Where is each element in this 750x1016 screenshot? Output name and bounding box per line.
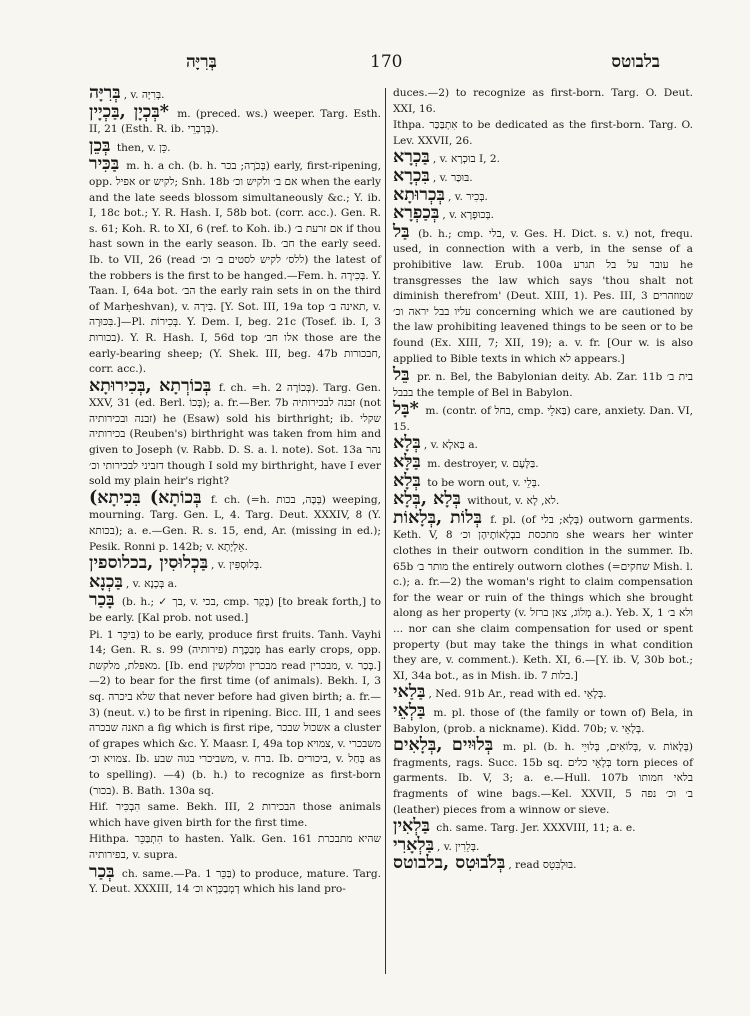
entry-definition: , v. בְּכְנָא a. — [125, 577, 178, 590]
column-divider — [385, 88, 386, 974]
entry-definition: , v. בְּלֵרִין. — [437, 840, 480, 853]
entry-definition: , v. בְּכוּפְרָא. — [442, 209, 495, 222]
dictionary-entry — [89, 571, 381, 593]
entry-headword: בְּכוֹרְתָא ,בְּכִירוּתָא — [89, 375, 212, 396]
entry-definition: , v. בְּלוּסְפִּין. — [211, 559, 263, 572]
entry-headword: בַּכְרָא — [393, 147, 430, 168]
dictionary-entry — [89, 553, 381, 574]
dictionary-entry — [89, 375, 382, 490]
dictionary-entry — [89, 154, 382, 377]
entry-headword: בְּכַפְרָא — [393, 203, 440, 224]
dictionary-entry — [393, 203, 693, 224]
entry-definition: , v. בְּכִיר. — [447, 190, 488, 203]
entry-headword: בְּכֵן — [89, 135, 111, 156]
entry-headword: בַּכְנָא — [89, 571, 123, 592]
entry-headword: בְּלוּיִים ,בְּלָאִים — [393, 735, 494, 756]
entry-definition: , read בּוּלְבִּטֵס. — [508, 859, 577, 872]
left-column — [89, 83, 382, 899]
entry-definition: duces.—2) to recognize as first-born. Targ. O. Deut. XXI, 16. — [393, 87, 693, 115]
entry-definition: without, v. לא, לָא. — [463, 495, 560, 508]
entry-definition: pr. n. Bel, the Babylonian deity. Ab. Zar. 11b בית ב׳ בבבל the temple of Bel in Babylon. — [393, 371, 694, 399]
entry-headword: בְּלָא — [393, 470, 421, 491]
entry-definition: f. ch. (=h. בְּכָּה, בכות) weeping, mourning. Targ. Gen. L, 4. Targ. Deut. XXXIV, 8 (Y. בכותא); a. e.—Gen. R. s. 15, end, Ar. (missing in ed.); Pesik. Ronni p. 142b; v. אֵלְיָתָא. — [89, 493, 381, 553]
entry-headword: בַּלְאִין — [393, 816, 430, 837]
entry-definition: m. (preced. ws.) weeper. Targ. Esth. II, 21 (Esth. R. ib. בְּרָבְרֵי). — [89, 107, 381, 136]
entry-headword: בַּלְאָרִי — [393, 834, 435, 855]
entry-definition: Hithpa. הִתְבַּכֵּר to hasten. Yalk. Gen. 161 שהיא מתבכרת בפירותיה, v. supra. — [89, 833, 381, 861]
entry-definition: f. ch. =h. בְּכוֹרָה 2). Targ. Gen. XXV, 31 (ed. Berl. בְּכוֹ); a. fr.—Ber. 7b זבנה לבכירותיה (not זבנה ובכירותיה) he (Esaw) sold his birthright; ib. שקלי בכירותיה (Reuben's) birthright was taken from him and given to Joseph (v. Rabb. D. S. a. l. note). Sot. 13a נהר דזביני לבכירותי וכ׳ though I sold my birthright, have I ever sold my plain heir's right? — [89, 381, 382, 488]
entry-definition: then, v. כֵּן. — [113, 141, 171, 154]
entry-definition: m. pl. those of (the family or town of) Bela, in Babylon, (prob. a nickname). Kidd. 70b; v. בְּלָאֵי. — [393, 706, 693, 735]
dictionary-entry — [89, 590, 381, 626]
dictionary-entry — [393, 86, 693, 117]
dictionary-entry — [393, 507, 694, 685]
entry-headword: בְּלָא — [393, 433, 421, 454]
entry-headword: בְּלֹבוּטִס ,בלבוטס — [393, 853, 506, 874]
dictionary-entry — [393, 147, 693, 168]
dictionary-entry — [393, 365, 694, 401]
entry-definition: Hif. הִבְכִּיר same. Bekh. III, 2 הבכירות those animals which have given birth for the first time. — [89, 801, 381, 829]
dictionary-entry — [393, 816, 693, 837]
dictionary-entry — [89, 800, 381, 831]
entry-definition: , v. בּוּכַּר. — [432, 171, 473, 184]
entry-headword: בְּרִיָּה — [89, 83, 121, 103]
entry-headword: בְּכוֹתָא) בִּכִיתָא) — [89, 487, 202, 508]
entry-definition: , v. בְּרִיָּה. — [123, 89, 165, 101]
entry-definition: m. (contr. of בחל, cmp. בַּאלֵי) care, anxiety. Dan. VI, 15. — [393, 405, 693, 433]
entry-headword: בְּכַר — [89, 861, 115, 882]
entry-definition: , Ned. 91b Ar., read with ed. בְּלָאֵי. — [428, 688, 607, 701]
dictionary-entry — [393, 452, 693, 473]
dictionary-entry — [89, 628, 381, 800]
entry-definition: m. h. a ch. (b. h. בְּכֹרָה; בכר) early, first-ripening, opp. אפיל or לקיש; Snh. 18b אם ב׳ ולקיש וכ׳ when the early and the late seeds blossom simultaneously &c.; Y. ib. I, 18c bot.; Y. R. Hash. I, 58b bot. (corr. acc.). Gen. R. s. 61; Koh. R. to XI, 6 (ref. to Koh. ib.) אם זרעת ב׳ if thou hast sown in the early season. Ib. חב׳ the early seed. Ib. to VII, 26 (read ללס׳ לקיש לסטים ב׳ וכ׳) the latest of the robbers is the first to be hanged.—Fem. h. בְּכִירָה. Y. Taan. I, 64a bot. הב׳ the early rain sets in on the third of Marḥeshvan), v. בִּירָה. [Y. Sot. III, 19a top תאינה ב׳, v. בִּכּוּרָה.]—Pl. בְּכִירוֹת. Y. Dem. I, beg. 21c (Tosef. ib. I, 3 בכורות). Y. R. Hash. I, 56d top אלו חב׳ those are the early-bearing sheep; (Y. Shek. III, beg. 47b חבכורות, corr. acc.). — [89, 160, 382, 376]
entry-headword: בַּכִּיר — [89, 154, 120, 175]
entry-definition: ch. same.—Pa. בַּכֵּר 1) to produce, mature. Targ. Y. Deut. XXXIII, 14 דְמְבַכְּרָא וכ׳ which his land pro- — [89, 867, 381, 896]
entry-headword: בַּלָּא — [393, 452, 421, 473]
dictionary-entry — [393, 399, 693, 435]
entry-definition: (b. h.; ✓ בך, v. בכי, cmp. בָּקַר) [to break forth,] to be early. [Kal prob. not used.] — [89, 596, 381, 624]
entry-headword: בְּלוֹת ,בְּלָאוֹת — [393, 507, 482, 528]
entry-definition: f. pl. (of בְּלָא; בלי) outworn garments. Keth. V, 8 מתכסת בבְלָאוֹתֶיהָן וכ׳ she wears her winter clothes in their outworn condition in the summer. Ib. 65b מותר ב׳ the entirely outworn clothes (=שחקים Mish. l. c.); a. fr.—2) the woman's right to claim compensation for the wear or ruin of the things which she brought along as her property (v. מְלוֹג, צאן ברזל a.). Yeb. X, 1 ולא ב׳ ... nor can she claim compensation for used or spent property (but may take the things in what condition they are, v. comment.). Keth. XI, 6.—[Y. ib. V, 30b bot.; XI, 34a bot., as in Mish. ib. 7 בלות.] — [393, 513, 694, 682]
dictionary-entry — [393, 165, 693, 187]
entry-headword: *בְּכְיָן ,בַּכְיָין — [89, 101, 169, 122]
entry-definition: (b. h.; cmp. בלי, v. Ges. H. Dict. s. v.) not, frequ. used, in connection with a verb, in the sense of a prohibitive law. Erub. 100a עובר על בל תגרע he transgresses the law which says 'thou shalt not diminish therefrom' (Deut. XIII, 1). Pes. III, 3 שמוזהרים עליו בבל יראה וכ׳ concerning which we are cautioned by the law prohibiting leavened things to be seen or to be found (Ex. XIII, 7; XII, 19); a. v. fr. [Our w. is also applied to Bible texts in which לא appears.] — [393, 227, 693, 365]
page-number: 170 — [370, 52, 403, 72]
entry-headword: בַּכְלוּסִין ,בכלוספין — [89, 553, 209, 574]
dictionary-entry — [393, 433, 693, 454]
entry-headword: *בָּל — [393, 399, 419, 420]
entry-definition: Ithpa. אִתְבַּכַּר to be dedicated as the first-born. Targ. O. Lev. XXVII, 26. — [393, 119, 693, 147]
dictionary-entry — [89, 101, 381, 138]
entry-headword: בְּכְרוּתָא — [393, 184, 445, 205]
dictionary-entry — [89, 861, 381, 898]
entry-headword: בֵּל — [393, 365, 410, 386]
dictionary-entry — [393, 118, 693, 149]
dictionary-entry — [393, 853, 693, 874]
entry-headword: בַּל — [393, 221, 410, 242]
entry-headword: בִּכְרָא — [393, 165, 430, 186]
right-column — [393, 86, 693, 875]
entry-definition: m. destroyer, v. בַּלָּעָם. — [423, 458, 539, 471]
entry-definition: , v. בַּאלָא a. — [423, 439, 478, 452]
dictionary-entry — [89, 487, 381, 555]
header-left-word: בְּרִיָּה — [186, 52, 217, 72]
entry-definition: ch. same. Targ. Jer. XXXVIII, 11; a. e. — [432, 822, 636, 835]
entry-definition: Pi. בִּיכֵּר 1) to be early, produce first fruits. Tanh. Vayhi 14; Gen. R. s. 99 מְבַכֶּרֶת (פירותיה) has early crops, opp. מאפלת, מלקשת. [Ib. end מבכרין ומלקשין read מבכרין, v. בָּכַר.]—2) to bear for the first time (of animals). Bekh. I, 3 sq. שלא ביכרה that never before had given birth; a. fr.—3) (neut. v.) to be first in ripening. Bicc. III, 1 and sees תאנה שבכרה a fig which is first ripe, אשכול שבכר a cluster of grapes which &c. Y. Maasr. I, 49a top צמויא, v. משבכרי צמויא וכ׳. Ib. משביכרי בגוה שבע, v. ברח. Ib. ביכורים, v. בְּחַל as to spelling). —4) (b. h.) to recognize as first-born (בכור). B. Bath. 130a sq. — [89, 628, 382, 797]
entry-definition: to be worn out, v. בְּלֵי. — [423, 476, 541, 489]
dictionary-entry — [393, 735, 694, 818]
entry-headword: בָּכַר — [89, 590, 115, 611]
dictionary-entry — [393, 221, 693, 367]
dictionary-entry — [393, 700, 693, 737]
entry-headword: בַּלַאי — [393, 682, 426, 703]
dictionary-entry — [89, 83, 381, 104]
entry-definition: m. pl. (b. h. בְּלוֹאִים, בְּלוּיֵי, v. בְּלָאוֹת) fragments, rags. Succ. 15b sq. בְּלָאֵי כלים torn pieces of garments. Ib. V, 3; a. e.—Hull. 107b בלאי חמותו fragments of wine bags.—Kel. XXVII, 5 ב׳ וכ׳ נפה (leather) pieces from a winnow or sieve. — [393, 741, 694, 816]
entry-headword: בַּלְאֵי — [393, 700, 426, 721]
page-header — [80, 52, 690, 76]
header-right-word: בלבוטס — [611, 52, 660, 72]
entry-headword: בְּלָא ,בְּלָא — [393, 489, 461, 510]
entry-definition: , v. בוּכְרָא I, 2. — [432, 153, 500, 166]
dictionary-entry — [89, 832, 381, 863]
dictionary-entry — [393, 682, 693, 703]
dictionary-entry — [89, 135, 381, 157]
